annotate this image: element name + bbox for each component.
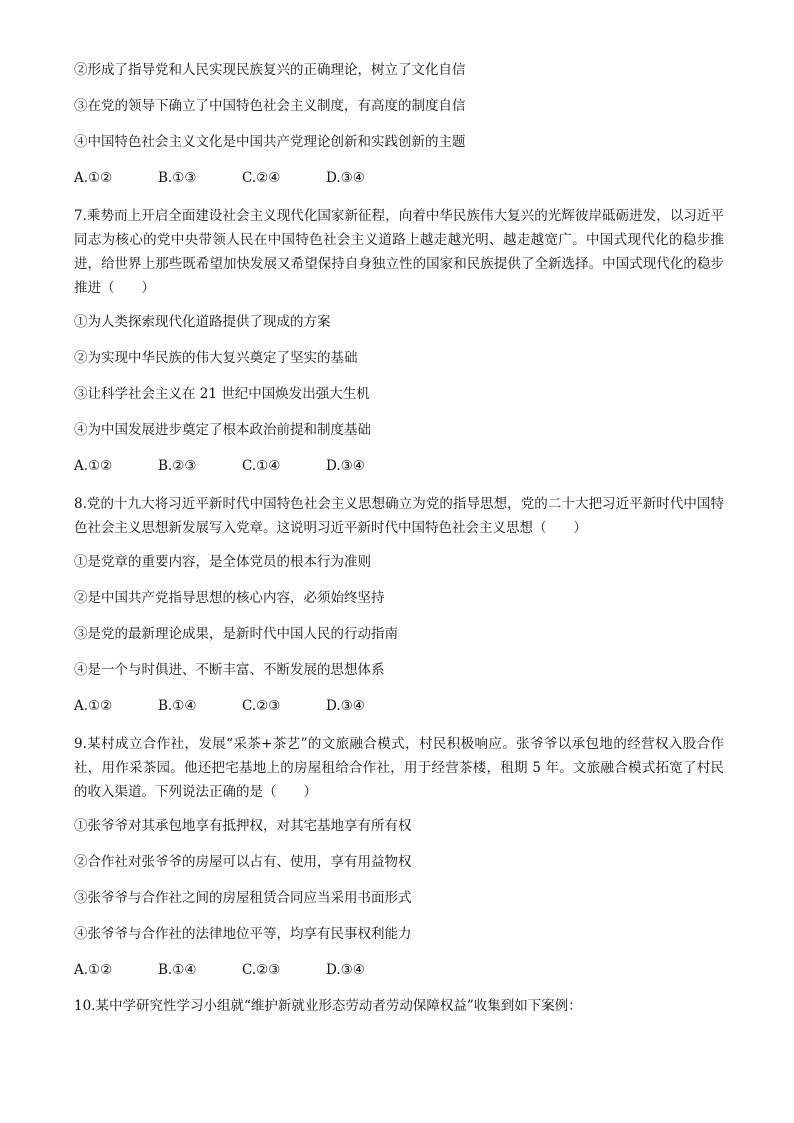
q6-choices xyxy=(74,168,724,188)
q8-choice-a: A.①② xyxy=(74,698,113,714)
q8-choices xyxy=(74,696,724,716)
q8-option-4: ④是一个与时俱进、不断丰富、不断发展的思想体系 xyxy=(74,662,385,678)
question-9 xyxy=(74,732,724,980)
q9-choice-a: A.①② xyxy=(74,962,113,978)
q7-option-2: ②为实现中华民族的伟大复兴奠定了坚实的基础 xyxy=(74,350,358,366)
q6-choice-d: D.③④ xyxy=(326,170,365,186)
q9-option-2: ②合作社对张爷爷的房屋可以占有、使用，享有用益物权 xyxy=(74,854,412,870)
q9-choice-b: B.①④ xyxy=(158,962,197,978)
q7-option-3: ③让科学社会主义在 21 世纪中国焕发出强大生机 xyxy=(74,386,370,402)
q7-choices xyxy=(74,456,724,476)
q7-stem: 7.乘势而上开启全面建设社会主义现代化国家新征程，向着中华民族伟大复兴的光辉彼岸砥砺进发，以习近平同志为核心的党中央带领人民在中国特色社会主义道路上越走越光明、越走越宽广。中国式现代化的稳步推进，给世界上那些既希望加快发展又希望保持自身独立性的国家和民族提供了全新选择。中国式现代化的稳步推进（ ） xyxy=(74,208,724,296)
q8-choice-b: B.①④ xyxy=(158,698,197,714)
q7-choice-c: C.①④ xyxy=(242,458,281,474)
q7-option-1: ①为人类探索现代化道路提供了现成的方案 xyxy=(74,314,331,330)
q6-option-4: ④中国特色社会主义文化是中国共产党理论创新和实践创新的主题 xyxy=(74,134,466,150)
q6-option-2: ②形成了指导党和人民实现民族复兴的正确理论，树立了文化自信 xyxy=(74,62,466,78)
q7-option-4: ④为中国发展进步奠定了根本政治前提和制度基础 xyxy=(74,422,371,438)
q7-choice-d: D.③④ xyxy=(326,458,365,474)
q8-option-1: ①是党章的重要内容，是全体党员的根本行为准则 xyxy=(74,554,371,570)
q6-choice-c: C.②④ xyxy=(242,170,281,186)
q9-choice-d: D.③④ xyxy=(326,962,365,978)
question-8 xyxy=(74,492,724,716)
question-10 xyxy=(74,996,724,1016)
q6-choice-b: B.①③ xyxy=(158,170,197,186)
question-6 xyxy=(74,60,724,188)
q9-choices xyxy=(74,960,724,980)
exam-page xyxy=(74,60,724,1032)
q8-choice-d: D.③④ xyxy=(326,698,365,714)
q6-choice-a: A.①② xyxy=(74,170,113,186)
q9-option-1: ①张爷爷对其承包地享有抵押权，对其宅基地享有所有权 xyxy=(74,818,412,834)
question-7 xyxy=(74,204,724,476)
q9-choice-c: C.②③ xyxy=(242,962,281,978)
q10-stem: 10.某中学研究性学习小组就“维护新就业形态劳动者劳动保障权益”收集到如下案例： xyxy=(74,998,582,1014)
q7-choice-a: A.①② xyxy=(74,458,113,474)
q8-option-3: ③是党的最新理论成果，是新时代中国人民的行动指南 xyxy=(74,626,398,642)
q7-choice-b: B.②③ xyxy=(158,458,197,474)
q6-option-3: ③在党的领导下确立了中国特色社会主义制度，有高度的制度自信 xyxy=(74,98,466,114)
q9-option-3: ③张爷爷与合作社之间的房屋租赁合同应当采用书面形式 xyxy=(74,890,412,906)
q8-choice-c: C.②③ xyxy=(242,698,281,714)
q9-option-4: ④张爷爷与合作社的法律地位平等，均享有民事权利能力 xyxy=(74,926,412,942)
q8-option-2: ②是中国共产党指导思想的核心内容，必须始终坚持 xyxy=(74,590,385,606)
q8-stem: 8.党的十九大将习近平新时代中国特色社会主义思想确立为党的指导思想，党的二十大把习近平新时代中国特色社会主义思想新发展写入党章。这说明习近平新时代中国特色社会主义思想（ ） xyxy=(74,496,724,536)
q9-stem: 9.某村成立合作社，发展“采茶+茶艺”的文旅融合模式，村民积极响应。张爷爷以承包地的经营权入股合作社，用作采茶园。他还把宅基地上的房屋租给合作社，用于经营茶楼，租期 5 年。文旅融合模式拓宽了村民的收入渠道。下列说法正确的是（ ） xyxy=(74,736,724,800)
